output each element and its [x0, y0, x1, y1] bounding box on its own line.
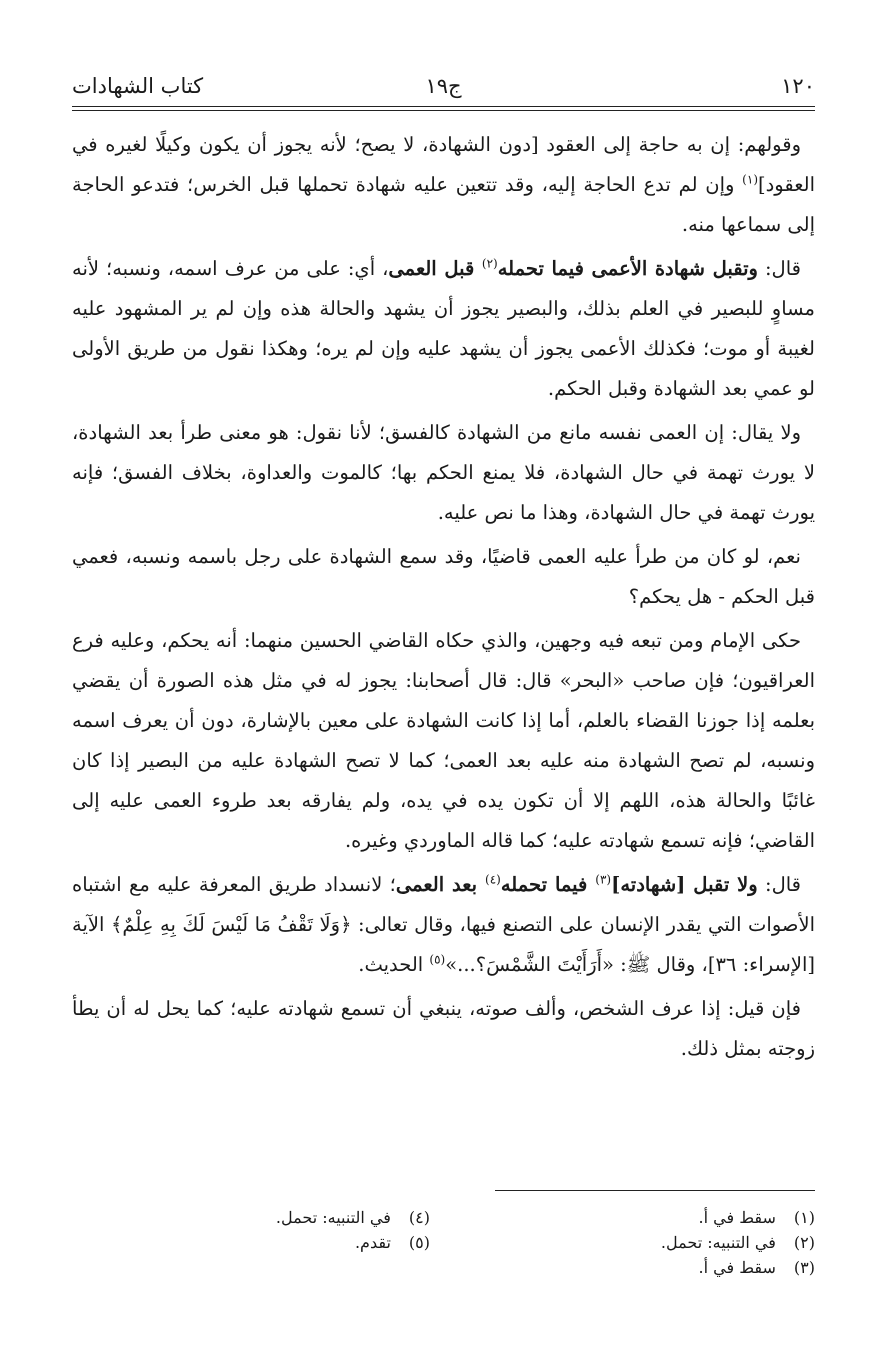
- paragraph: [72, 413, 815, 533]
- footnote-item: [475, 1205, 815, 1230]
- chapter-title: كتاب الشهادات: [72, 74, 204, 98]
- footnotes-right-column: [475, 1205, 815, 1280]
- commentary-text: فإن قيل: إذا عرف الشخص، وألف صوته، ينبغي أن تسمع شهادته عليه؛ كما يحل له أن يطأ زوجته بمثل ذلك.: [72, 997, 815, 1060]
- commentary-text: حكى الإمام ومن تبعه فيه وجهين، والذي حكاه القاضي الحسين منهما: أنه يحكم، وعليه فرع العراقيون؛ فإن صاحب «البحر» قال: قال أصحابنا: يجوز له في مثل هذه الصورة أن يقضي بعلمه إذا جوزنا القضاء بالعلم، أما إذا كانت الشهادة على معين بالإشارة، دون أن يعرف اسمه ونسبه، لم تصح الشهادة منه عليه بعد العمى؛ كما لا تصح الشهادة عليه من البصير إذا كان غائبًا والحالة هذه، اللهم إلا أن تكون يده في يده، ولم يفارقه بعد طروء العمى عليه إلى القاضي؛ فإنه تسمع شهادته عليه؛ كما قاله الماوردي وغيره.: [72, 629, 815, 852]
- commentary-text: ولا يقال: إن العمى نفسه مانع من الشهادة كالفسق؛ لأنا نقول: هو معنى طرأ بعد الشهادة، لا يورث تهمة في حال الشهادة، فلا يمنع الحكم بها؛ كالموت والعداوة، بخلاف الفسق؛ فإنه يورث تهمة في حال الشهادة، وهذا ما نص عليه.: [72, 421, 815, 524]
- paragraph: [72, 989, 815, 1069]
- paragraph: [72, 249, 815, 409]
- footnote-ref: (٣): [595, 872, 612, 887]
- footnote-text: تقدم.: [354, 1233, 396, 1252]
- paragraph: [72, 125, 815, 245]
- volume-label: ج١٩: [425, 74, 462, 98]
- footnote-item: [475, 1255, 815, 1280]
- running-header: [72, 60, 815, 104]
- matn-text: قبل العمى: [388, 257, 482, 280]
- footnote-separator: [495, 1190, 815, 1191]
- book-page: [72, 60, 815, 1332]
- paragraph: [72, 865, 815, 985]
- footnote-text: في التنبيه: تحمل.: [275, 1208, 396, 1227]
- commentary-text: وإن لم تدع الحاجة إليه، وقد تتعين عليه شهادة تحملها قبل الخرس؛ فتدعو الحاجة إلى سماعها منه.: [72, 173, 815, 236]
- footnotes-left-column: [130, 1205, 430, 1255]
- footnote-ref: (٥): [429, 952, 446, 967]
- commentary-text: نعم، لو كان من طرأ عليه العمى قاضيًا، وقد سمع الشهادة على رجل باسمه ونسبه، فعمي قبل الحكم - هل يحكم؟: [72, 545, 815, 608]
- footnote-ref: (٤): [485, 872, 501, 887]
- footnote-number: (١): [793, 1208, 815, 1227]
- footnote-ref: (١): [742, 172, 758, 187]
- paragraph: [72, 621, 815, 861]
- matn-text: فيما تحمله: [500, 873, 596, 896]
- matn-text: ولا تقبل [شهادته]: [611, 873, 758, 896]
- footnote-number: (٤): [408, 1208, 430, 1227]
- commentary-text: وقولهم: إن به حاجة إلى العقود [دون الشهادة، لا يصح؛ لأنه يجوز أن يكون وكيلًا لغيره في العقود]: [72, 133, 815, 196]
- commentary-text: قال:: [757, 873, 801, 896]
- commentary-text: ، أي: على من عرف اسمه، ونسبه؛ لأنه مساوٍ للبصير في العلم بذلك، والبصير يجوز أن يشهد والحالة هذه وإن لم ير المشهود عليه لغيبة أو موت؛ فكذلك الأعمى يجوز أن يشهد عليه وإن لم يره؛ وهكذا نقول من طريق الأولى لو عمي بعد الشهادة وقبل الحكم.: [72, 257, 815, 400]
- commentary-text: قال:: [757, 257, 801, 280]
- footnote-item: [130, 1205, 430, 1230]
- commentary-text: ؛ لانسداد طريق المعرفة عليه مع اشتباه الأصوات التي يقدر الإنسان على التصنع فيها، وقال تعالى: ﴿وَلَا تَقْفُ مَا لَيْسَ لَكَ بِهِ عِلْمٌ﴾ الآية [الإسراء: ٣٦]، وقال ﷺ: «أَرَأَيْتَ الشَّمْسَ؟...»: [72, 873, 815, 976]
- matn-text: بعد العمى: [395, 873, 486, 896]
- header-double-rule: [72, 106, 815, 111]
- footnote-item: [475, 1230, 815, 1255]
- commentary-text: الحديث.: [358, 953, 430, 976]
- footnote-item: [130, 1230, 430, 1255]
- footnote-number: (٥): [408, 1233, 430, 1252]
- paragraph: [72, 537, 815, 617]
- footnote-number: (٣): [793, 1258, 815, 1277]
- page-number: ١٢٠: [781, 74, 815, 98]
- footnote-ref: (٢): [481, 256, 498, 271]
- footnote-text: في التنبيه: تحمل.: [660, 1233, 781, 1252]
- footnote-text: سقط في أ.: [698, 1208, 781, 1227]
- footnote-number: (٢): [793, 1233, 815, 1252]
- footnote-text: سقط في أ.: [698, 1258, 781, 1277]
- matn-text: وتقبل شهادة الأعمى فيما تحمله: [497, 257, 758, 280]
- main-text: [72, 125, 815, 1069]
